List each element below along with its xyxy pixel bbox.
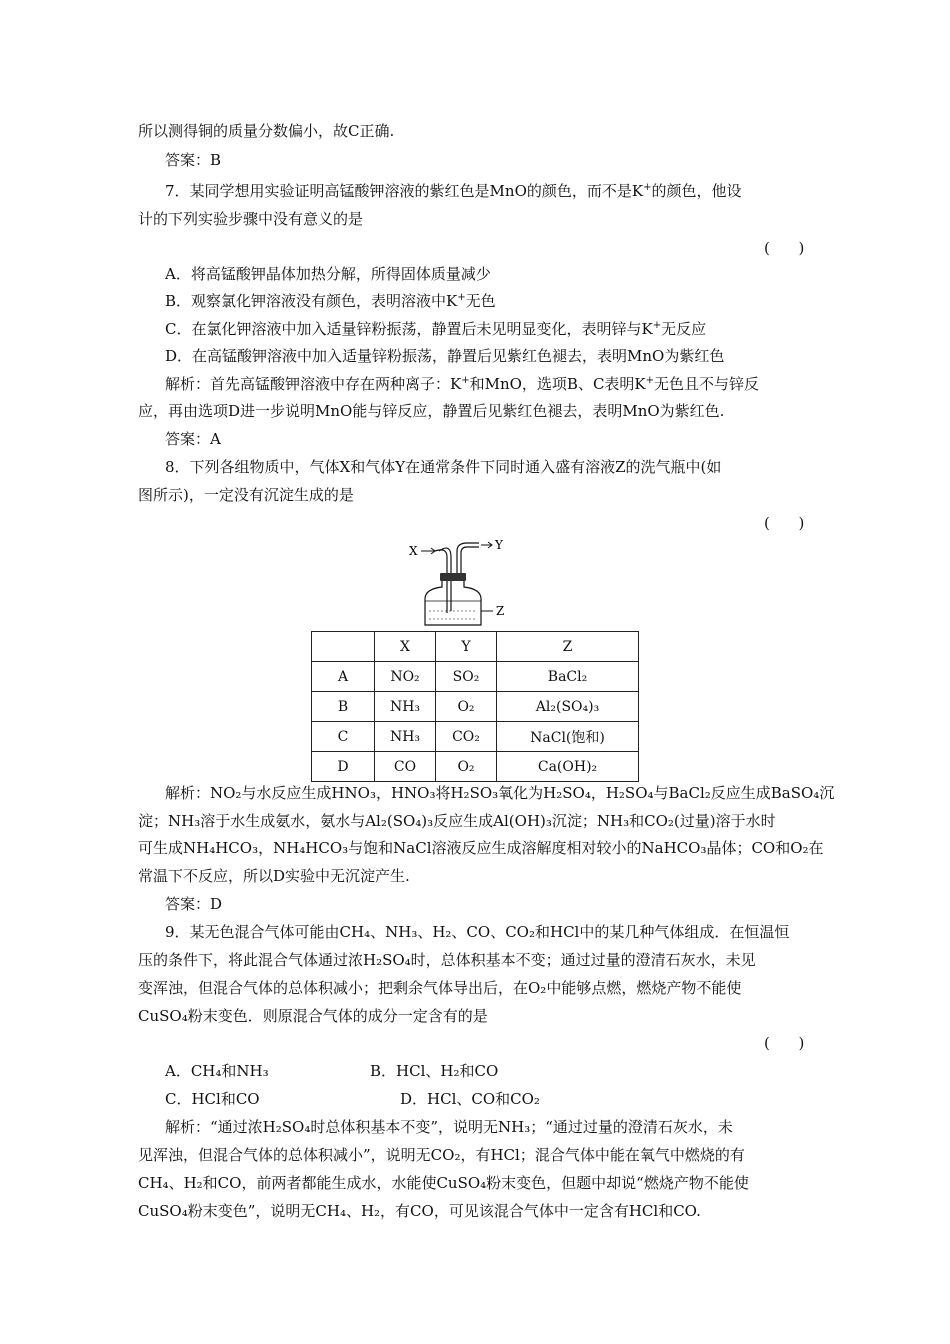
q7-stem-line2: 计的下列实验步骤中没有意义的是 [138, 210, 364, 228]
q9-option-a: A．CH₄和NH₃ [165, 1062, 269, 1080]
q8-explanation-line3: 可生成NH₄HCO₃，NH₄HCO₃与饱和NaCl溶液反应生成溶解度相对较小的NaHCO₃晶体；CO和O₂在 [138, 839, 824, 857]
label-z: Z [496, 604, 505, 618]
table-cell: BaCl₂ [497, 662, 639, 692]
table-cell: NH₃ [375, 722, 436, 752]
q9-explanation-line1: 解析：“通过浓H₂SO₄时总体积基本不变”，说明无NH₃；“通过过量的澄清石灰水，未 [165, 1118, 733, 1136]
q6-answer: 答案：B [165, 151, 222, 169]
gas-washing-bottle-diagram [395, 535, 515, 630]
table-cell: Al₂(SO₄)₃ [497, 692, 639, 722]
table-row [312, 752, 639, 782]
table-header-cell: X [375, 632, 436, 662]
table-cell: NO₂ [375, 662, 436, 692]
q7-answer: 答案：A [165, 430, 221, 448]
table-cell: NaCl(饱和) [497, 722, 639, 752]
table-cell: CO₂ [436, 722, 497, 752]
q9-stem-line2: 压的条件下，将此混合气体通过浓H₂SO₄时，总体积基本不变；通过过量的澄清石灰水，未见 [138, 951, 756, 969]
q7-explanation-line2: 应，再由选项D进一步说明MnO能与锌反应，静置后见紫红色褪去，表明MnO为紫红色. [138, 402, 725, 420]
q8-options-table [311, 631, 639, 782]
table-row [312, 692, 639, 722]
table-header-cell: Z [497, 632, 639, 662]
q8-explanation-line2: 淀；NH₃溶于水生成氨水，氨水与Al₂(SO₄)₃反应生成Al(OH)₃沉淀；NH₃和CO₂(过量)溶于水时 [138, 812, 776, 830]
table-cell: D [312, 752, 375, 782]
q9-explanation-line4: CuSO₄粉末变色”，说明无CH₄、H₂，有CO，可见该混合气体中一定含有HCl和CO. [138, 1202, 701, 1220]
table-cell: C [312, 722, 375, 752]
q6-tail-line: 所以测得铜的质量分数偏小，故C正确. [138, 122, 395, 140]
table-cell: Ca(OH)₂ [497, 752, 639, 782]
q7-option-b: B．观察氯化钾溶液没有颜色，表明溶液中K+无色 [165, 292, 496, 310]
table-header-row [312, 632, 639, 662]
q9-option-c: C．HCl和CO [165, 1090, 260, 1108]
q7-option-d: D．在高锰酸钾溶液中加入适量锌粉振荡，静置后见紫红色褪去，表明MnO为紫红色 [165, 347, 725, 365]
table-cell: O₂ [436, 692, 497, 722]
q9-answer-blank: ( ) [764, 1034, 805, 1052]
table-cell: O₂ [436, 752, 497, 782]
table-header-cell: Y [436, 632, 497, 662]
label-y: Y [495, 538, 503, 552]
q9-stem-line3: 变浑浊，但混合气体的总体积减小；把剩余气体导出后，在O₂中能够点燃，燃烧产物不能使 [138, 979, 742, 997]
q8-explanation-line1: 解析：NO₂与水反应生成HNO₃，HNO₃将H₂SO₃氧化为H₂SO₄，H₂SO₄与BaCl₂反应生成BaSO₄沉 [165, 784, 835, 802]
table-cell: SO₂ [436, 662, 497, 692]
q7-stem-line1: 7．某同学想用实验证明高锰酸钾溶液的紫红色是MnO的颜色，而不是K+的颜色，他设 [165, 182, 742, 200]
q9-stem-line1: 9．某无色混合气体可能由CH₄、NH₃、H₂、CO、CO₂和HCl中的某几种气体组成．在恒温恒 [165, 923, 790, 941]
q7-option-c: C．在氯化钾溶液中加入适量锌粉振荡，静置后未见明显变化，表明锌与K+无反应 [165, 320, 707, 338]
q9-stem-line4: CuSO₄粉末变色．则原混合气体的成分一定含有的是 [138, 1007, 488, 1025]
q8-stem-line2: 图所示)，一定没有沉淀生成的是 [138, 486, 354, 504]
q7-explanation-line1: 解析：首先高锰酸钾溶液中存在两种离子：K+和MnO，选项B、C表明K+无色且不与锌反 [165, 375, 760, 393]
q9-option-d: D．HCl、CO和CO₂ [400, 1090, 540, 1108]
label-x: X [409, 544, 418, 558]
q8-explanation-line4: 常温下不反应，所以D实验中无沉淀产生. [138, 867, 410, 885]
table-cell: CO [375, 752, 436, 782]
q8-stem-line1: 8．下列各组物质中，气体X和气体Y在通常条件下同时通入盛有溶液Z的洗气瓶中(如 [165, 458, 722, 476]
q7-option-a: A．将高锰酸钾晶体加热分解，所得固体质量减少 [165, 265, 491, 283]
table-cell: A [312, 662, 375, 692]
q8-answer-blank: ( ) [764, 514, 805, 532]
table-header-cell [312, 632, 375, 662]
table-row [312, 662, 639, 692]
q8-answer: 答案：D [165, 895, 223, 913]
table-row [312, 722, 639, 752]
q9-explanation-line2: 见浑浊，但混合气体的总体积减小”，说明无CO₂，有HCl；混合气体中能在氧气中燃烧的有 [138, 1146, 745, 1164]
q7-answer-blank: ( ) [764, 239, 805, 257]
q9-option-b: B．HCl、H₂和CO [370, 1062, 499, 1080]
table-cell: NH₃ [375, 692, 436, 722]
q9-explanation-line3: CH₄、H₂和CO，前两者都能生成水，水能使CuSO₄粉末变色，但题中却说“燃烧产物不能使 [138, 1174, 749, 1192]
table-cell: B [312, 692, 375, 722]
